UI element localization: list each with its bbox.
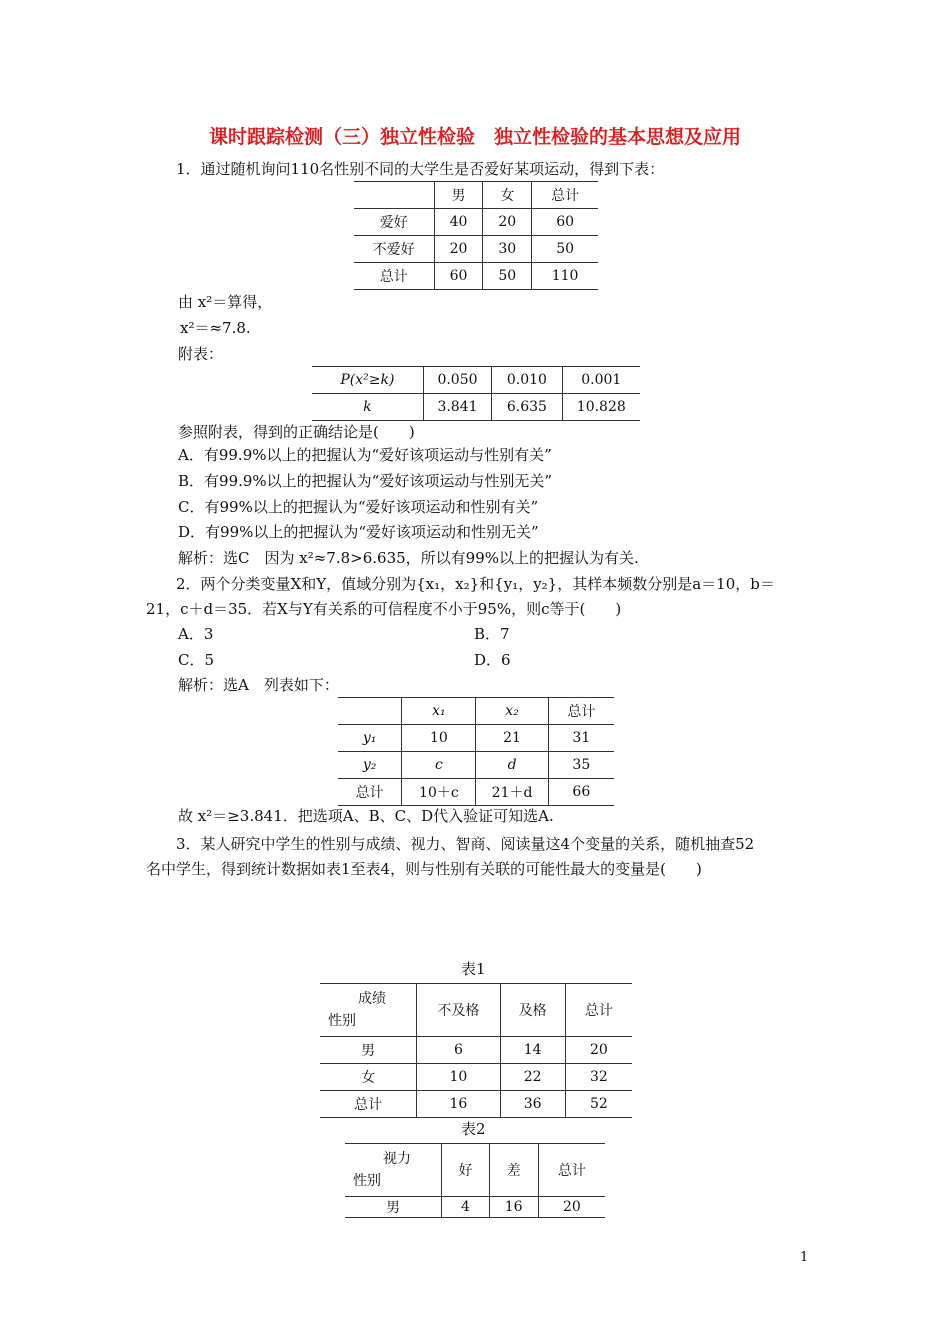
q2-option-a: A．3 bbox=[178, 625, 214, 643]
table-row: y₂ c d 35 bbox=[338, 752, 614, 779]
q3-table1 bbox=[320, 983, 632, 1118]
table2-corner-header: 视力 性别 bbox=[345, 1144, 442, 1197]
table-row: 成绩 性别 不及格 及格 总计 bbox=[320, 984, 632, 1037]
table-row: 总计 60 50 110 bbox=[354, 263, 598, 290]
q2-answer-intro: 解析：选A 列表如下： bbox=[178, 676, 339, 694]
q1-appendix-table bbox=[312, 366, 640, 421]
page-number: 1 bbox=[800, 1250, 809, 1265]
table-row: y₁ 10 21 31 bbox=[338, 725, 614, 752]
table1-caption: 表1 bbox=[461, 960, 486, 978]
table-row: 男 6 14 20 bbox=[320, 1037, 632, 1064]
table-row: x₁ x₂ 总计 bbox=[338, 698, 614, 725]
q2-option-b: B．7 bbox=[474, 625, 510, 643]
table-row: k 3.841 6.635 10.828 bbox=[312, 394, 640, 421]
table-row: 视力 性别 好 差 总计 bbox=[345, 1144, 605, 1197]
q2-conclusion: 故 x²＝≥3.841．把选项A、B、C、D代入验证可知选A. bbox=[178, 807, 554, 825]
table1-corner-header: 成绩 性别 bbox=[320, 984, 417, 1037]
q1-option-d: D．有99%以上的把握认为“爱好该项运动和性别无关” bbox=[178, 523, 539, 541]
q1-answer: 解析：选C 因为 x²≈7.8>6.635，所以有99%以上的把握认为有关. bbox=[178, 549, 639, 567]
q3-table2 bbox=[345, 1143, 605, 1218]
q1-formula-value: x²＝≈7.8. bbox=[180, 319, 251, 337]
table-row: P(x²≥k) 0.050 0.010 0.001 bbox=[312, 367, 640, 394]
q2-table bbox=[338, 697, 614, 806]
table2-caption: 表2 bbox=[461, 1120, 486, 1138]
q1-table bbox=[354, 181, 598, 290]
q2-option-d: D．6 bbox=[474, 651, 511, 669]
q1-option-a: A．有99.9%以上的把握认为“爱好该项运动与性别有关” bbox=[178, 446, 552, 464]
table-row: 女 10 22 32 bbox=[320, 1064, 632, 1091]
q2-stem-line2: 21，c＋d＝35．若X与Y有关系的可信程度不小于95%，则c等于( ) bbox=[146, 600, 622, 618]
q2-option-c: C．5 bbox=[178, 651, 215, 669]
q1-formula-intro: 由 x²＝算得， bbox=[178, 293, 273, 311]
table-row: 男 女 总计 bbox=[354, 182, 598, 209]
table-row: 爱好 40 20 60 bbox=[354, 209, 598, 236]
q3-stem-line1: 3．某人研究中学生的性别与成绩、视力、智商、阅读量这4个变量的关系，随机抽查52 bbox=[176, 835, 755, 853]
q1-prompt: 参照附表，得到的正确结论是( ) bbox=[178, 423, 415, 441]
q2-stem-line1: 2．两个分类变量X和Y，值域分别为{x₁，x₂}和{y₁，y₂}，其样本频数分别是a＝10，b＝ bbox=[176, 575, 775, 593]
q1-option-b: B．有99.9%以上的把握认为“爱好该项运动与性别无关” bbox=[178, 472, 553, 490]
q1-option-c: C．有99%以上的把握认为“爱好该项运动和性别有关” bbox=[178, 498, 539, 516]
q1-stem: 1．通过随机询问110名性别不同的大学生是否爱好某项运动，得到下表： bbox=[176, 160, 665, 178]
table-row: 不爱好 20 30 50 bbox=[354, 236, 598, 263]
q3-stem-line2: 名中学生，得到统计数据如表1至表4，则与性别有关联的可能性最大的变量是( ) bbox=[146, 860, 702, 878]
page-title: 课时跟踪检测（三）独立性检验 独立性检验的基本思想及应用 bbox=[208, 126, 741, 148]
q1-appendix-label: 附表： bbox=[178, 345, 224, 363]
table-row: 总计 16 36 52 bbox=[320, 1091, 632, 1118]
table-row: 总计 10＋c 21＋d 66 bbox=[338, 779, 614, 806]
table-row: 男 4 16 20 bbox=[345, 1197, 605, 1218]
